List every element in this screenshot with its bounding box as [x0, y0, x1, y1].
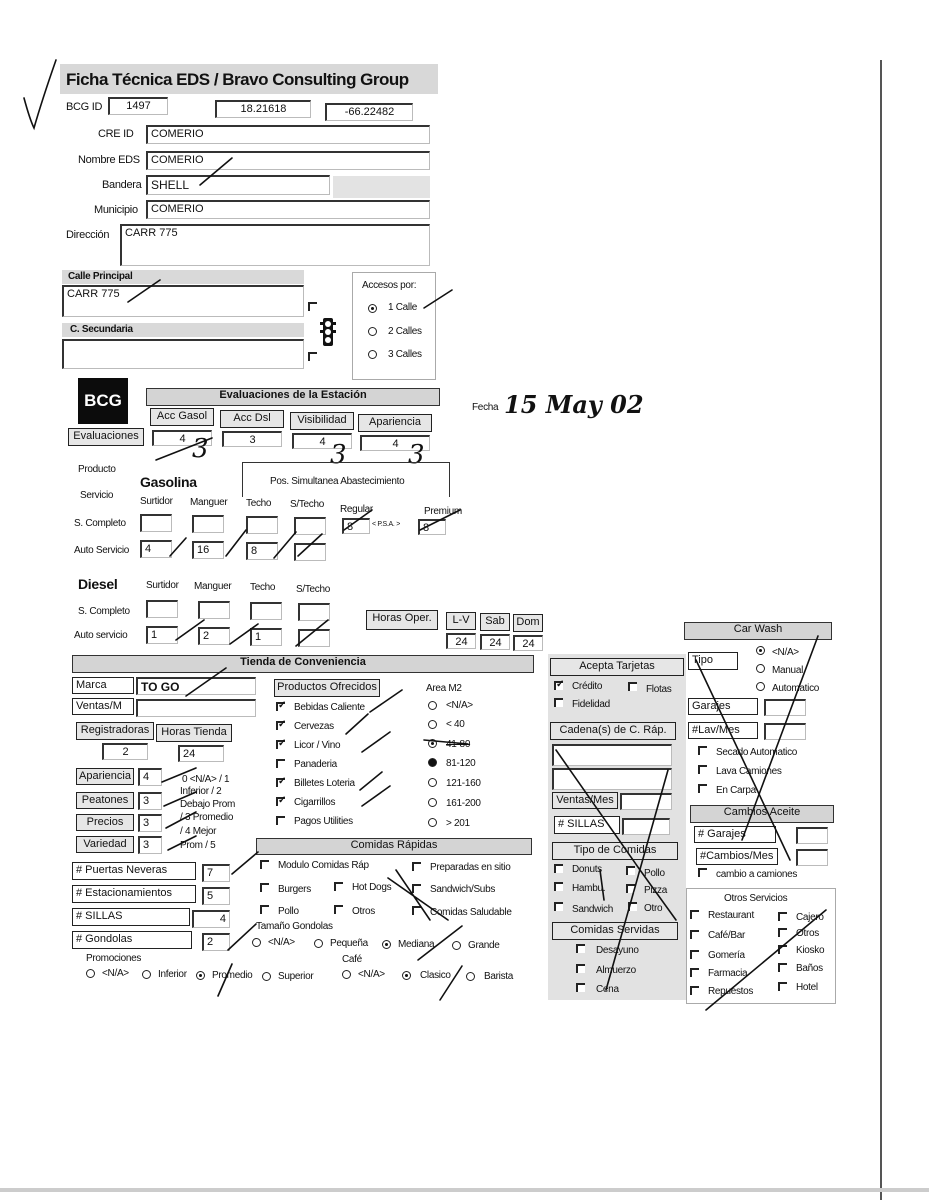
tamano-title: Tamaño Gondolas: [256, 921, 333, 932]
ventas-mes-field[interactable]: [620, 793, 672, 810]
bcg-logo: BCG: [78, 378, 128, 424]
tipo-comidas-button[interactable]: Tipo de Comidas: [552, 842, 678, 860]
traffic-light-icon: [320, 318, 336, 346]
accesos-title: Accesos por:: [362, 280, 417, 291]
almuerzo-check[interactable]: [576, 964, 585, 973]
ventas-mes-button[interactable]: Ventas/Mes: [552, 792, 618, 809]
horas-dom-button[interactable]: Dom: [513, 614, 543, 632]
gas-as-surtidor[interactable]: 4: [140, 540, 172, 558]
bebidas-check[interactable]: [276, 702, 285, 711]
municipio-field[interactable]: COMERIO: [146, 200, 430, 219]
gas-as-manguer[interactable]: 16: [192, 541, 224, 559]
gondolas-label: # Gondolas: [72, 931, 192, 949]
promo-promedio-radio[interactable]: [196, 971, 205, 980]
panaderia-check[interactable]: [276, 759, 285, 768]
servicio-label: Servicio: [80, 490, 114, 501]
promociones-title: Promociones: [86, 953, 142, 964]
area-121-160-radio[interactable]: [428, 778, 437, 787]
secado-check[interactable]: [698, 746, 707, 755]
gas-row-scompleto: S. Completo: [74, 518, 126, 529]
burgers-label: Burgers: [278, 884, 311, 895]
pizza-label: Pizza: [644, 885, 667, 896]
burgers-check[interactable]: [260, 883, 269, 892]
kiosko-check[interactable]: [778, 945, 787, 954]
hotel-label: Hotel: [796, 982, 818, 993]
calle-secundaria-check[interactable]: [308, 352, 317, 361]
area-81-120-label: 81-120: [446, 758, 476, 769]
regular-value[interactable]: 8: [342, 518, 370, 534]
dsl-row-autoservicio: Auto servicio: [74, 630, 128, 641]
cafe-bar-label: Café/Bar: [708, 930, 746, 941]
visibilidad-value[interactable]: 4: [292, 433, 352, 449]
dsl-as-surtidor[interactable]: 1: [146, 626, 178, 644]
variedad-button[interactable]: Variedad: [76, 836, 134, 853]
sandwich-subs-check[interactable]: [412, 884, 421, 893]
cena-label: Cena: [596, 984, 619, 995]
otros-comidas-label: Otros: [352, 906, 375, 917]
cafe-clasico-radio[interactable]: [402, 971, 411, 980]
puertas-field[interactable]: 7: [202, 864, 230, 882]
cadena-field-2[interactable]: [552, 768, 672, 790]
cre-id-label: CRE ID: [98, 128, 134, 140]
kiosko-label: Kiosko: [796, 945, 825, 956]
cambios-aceite-header: Cambios Aceite: [690, 805, 834, 823]
gas-col-manguer: Manguer: [190, 497, 228, 508]
comidas-header: Comidas Rápidas: [256, 838, 532, 855]
donuts-label: Donuts: [572, 864, 602, 875]
flotas-check[interactable]: [628, 682, 637, 691]
hand-eval-1: 3: [192, 434, 209, 464]
dsl-as-techo[interactable]: 1: [250, 628, 282, 646]
area-41-80-radio[interactable]: [428, 739, 437, 748]
en-carpa-check[interactable]: [698, 784, 707, 793]
preparadas-check[interactable]: [412, 862, 421, 871]
dsl-col-stecho: S/Techo: [296, 584, 331, 595]
preparadas-label: Preparadas en sitio: [430, 862, 511, 873]
variedad-field[interactable]: 3: [138, 836, 162, 854]
dsl-col-manguer: Manguer: [194, 581, 232, 592]
precios-field[interactable]: 3: [138, 814, 162, 832]
pollo-comidas-check[interactable]: [260, 905, 269, 914]
almuerzo-label: Almuerzo: [596, 965, 636, 976]
horas-tienda-field[interactable]: 24: [178, 745, 224, 762]
garajes-carwash-field[interactable]: [764, 699, 806, 716]
apariencia-button[interactable]: Apariencia: [358, 414, 432, 432]
fidelidad-label: Fidelidad: [572, 699, 610, 710]
gas-col-stecho: S/Techo: [290, 499, 325, 510]
area-na-radio[interactable]: [428, 701, 437, 710]
cre-id-field[interactable]: COMERIO: [146, 125, 430, 144]
bcg-id-label: BCG ID: [66, 101, 103, 113]
accesos-1-label: 1 Calle: [388, 302, 418, 313]
gomeria-check[interactable]: [690, 950, 699, 959]
otro-cadena-label: Otro: [644, 903, 663, 914]
marca-field[interactable]: TO GO: [136, 677, 256, 695]
calle-principal-check[interactable]: [308, 302, 317, 311]
en-carpa-label: En Carpa: [716, 785, 756, 796]
lava-camiones-check[interactable]: [698, 765, 707, 774]
hambu-check[interactable]: [554, 882, 563, 891]
bcg-id-field[interactable]: 1497: [108, 97, 168, 115]
cambios-mes-field[interactable]: [796, 849, 828, 866]
diesel-title: Diesel: [78, 576, 118, 592]
hotdogs-check[interactable]: [334, 882, 343, 891]
bandera-gray-area: [333, 176, 430, 198]
registradoras-field[interactable]: 2: [102, 743, 148, 760]
modulo-check[interactable]: [260, 860, 269, 869]
acc-dsl-value[interactable]: 3: [222, 431, 282, 447]
lav-mes-field[interactable]: [764, 723, 806, 740]
legend-line-4: / 3 Promedio: [180, 812, 234, 823]
carwash-na-label: <N/A>: [772, 647, 799, 658]
precios-button[interactable]: Precios: [76, 814, 134, 831]
cigarrillos-label: Cigarrillos: [294, 797, 336, 808]
marca-label: Marca: [72, 677, 134, 694]
tamano-pequena-label: Pequeña: [330, 938, 368, 949]
bandera-field[interactable]: SHELL: [146, 175, 330, 195]
repuestos-label: Repuestos: [708, 986, 754, 997]
legend-line-3: Debajo Prom: [180, 799, 236, 810]
cafe-na-radio[interactable]: [342, 970, 351, 979]
carwash-na-radio[interactable]: [756, 646, 765, 655]
estac-label: # Estacionamientos: [72, 885, 196, 903]
credito-label: Crédito: [572, 681, 603, 692]
hotdogs-label: Hot Dogs: [352, 882, 392, 893]
gomeria-label: Gomería: [708, 950, 745, 961]
cambios-mes-label: #Cambios/Mes: [696, 848, 778, 865]
tamano-pequena-radio[interactable]: [314, 939, 323, 948]
area-na-label: <N/A>: [446, 700, 473, 711]
car-wash-header: Car Wash: [684, 622, 832, 640]
cadena-field-1[interactable]: [552, 744, 672, 766]
acc-gasol-value[interactable]: 4: [152, 430, 212, 446]
regular-label: Regular: [340, 504, 373, 515]
cervezas-check[interactable]: [276, 721, 285, 730]
lava-camiones-label: Lava Camiones: [716, 766, 782, 777]
tamano-grande-label: Grande: [468, 940, 500, 951]
fecha-handwritten: 15 May 02: [504, 390, 644, 419]
bebidas-label: Bebidas Caliente: [294, 702, 365, 713]
carwash-auto-radio[interactable]: [756, 682, 765, 691]
carwash-manual-radio[interactable]: [756, 664, 765, 673]
bandera-label: Bandera: [102, 179, 142, 191]
cafe-bar-check[interactable]: [690, 930, 699, 939]
premium-value[interactable]: 8: [418, 519, 446, 535]
dsl-as-stecho[interactable]: [298, 629, 330, 647]
sillas-tienda-label: # SILLAS: [72, 908, 190, 926]
gondolas-field[interactable]: 2: [202, 933, 230, 951]
horas-lv-button[interactable]: L-V: [446, 612, 476, 630]
evaluaciones-button[interactable]: Evaluaciones: [68, 428, 144, 446]
dsl-row-scompleto: S. Completo: [78, 606, 130, 617]
legend-line-2: Inferior / 2: [180, 786, 222, 797]
municipio-label: Municipio: [94, 204, 138, 216]
estac-field[interactable]: 5: [202, 887, 230, 905]
area-m2-title: Area M2: [426, 683, 462, 694]
area-lt40-radio[interactable]: [428, 720, 437, 729]
accesos-2-label: 2 Calles: [388, 326, 422, 337]
gas-sc-techo[interactable]: [246, 516, 278, 534]
sandwich-cadena-label: Sandwich: [572, 904, 613, 915]
otros-title: Otros Servicios: [724, 893, 788, 904]
psa-label: < P.S.A. >: [372, 521, 401, 528]
donuts-check[interactable]: [554, 864, 563, 873]
billetes-label: Billetes Loteria: [294, 778, 355, 789]
pizza-check[interactable]: [626, 884, 635, 893]
horas-tienda-button[interactable]: Horas Tienda: [156, 724, 232, 742]
gas-col-techo: Techo: [246, 498, 272, 509]
horas-lv-value[interactable]: 24: [446, 633, 476, 649]
tamano-mediana-radio[interactable]: [382, 940, 391, 949]
cafe-title: Café: [342, 954, 362, 965]
tamano-na-radio[interactable]: [252, 938, 261, 947]
horas-dom-value[interactable]: 24: [513, 635, 543, 651]
cajero-check[interactable]: [778, 912, 787, 921]
promo-inferior-label: Inferior: [158, 969, 187, 980]
peatones-field[interactable]: 3: [138, 792, 162, 810]
licor-label: Licor / Vino: [294, 740, 341, 751]
garajes-aceite-label: # Garajes: [694, 826, 776, 843]
cervezas-label: Cervezas: [294, 721, 334, 732]
promo-inferior-radio[interactable]: [142, 970, 151, 979]
pagos-check[interactable]: [276, 816, 285, 825]
hotel-check[interactable]: [778, 982, 787, 991]
carwash-auto-label: Automatico: [772, 683, 820, 694]
apariencia-value[interactable]: 4: [360, 435, 430, 451]
licor-check[interactable]: [276, 740, 285, 749]
latitude-field[interactable]: 18.21618: [215, 100, 311, 118]
legend-line-6: Prom / 5: [180, 840, 216, 851]
sandwich-subs-label: Sandwich/Subs: [430, 884, 496, 895]
banos-check[interactable]: [778, 963, 787, 972]
sillas-tienda-field[interactable]: 4: [192, 910, 230, 928]
calle-principal-field[interactable]: CARR 775: [62, 285, 304, 317]
cambio-camiones-label: cambio a camiones: [716, 869, 798, 880]
area-gt201-label: > 201: [446, 818, 470, 829]
pos-simultanea-title: Pos. Simultanea Abastecimiento: [270, 476, 405, 487]
legend-line-1: 0 <N/A> / 1: [182, 774, 230, 785]
promo-na-label: <N/A>: [102, 968, 129, 979]
cafe-na-label: <N/A>: [358, 969, 385, 980]
farmacia-check[interactable]: [690, 968, 699, 977]
modulo-label: Modulo Comidas Ráp: [278, 860, 369, 871]
scan-edge: [0, 1188, 929, 1192]
area-121-160-label: 121-160: [446, 778, 481, 789]
gasolina-title: Gasolina: [140, 474, 197, 490]
hambu-label: Hambu.: [572, 883, 606, 894]
gas-row-autoservicio: Auto Servicio: [74, 545, 130, 556]
garajes-carwash-label: Garajes: [688, 698, 758, 715]
dsl-as-manguer[interactable]: 2: [198, 627, 230, 645]
ventas-m-label: Ventas/M: [72, 698, 134, 715]
billetes-check[interactable]: [276, 778, 285, 787]
otros-serv-label: Otros: [796, 928, 819, 939]
productos-button[interactable]: Productos Ofrecidos: [274, 679, 380, 697]
accesos-2-radio[interactable]: [368, 327, 377, 336]
gas-sc-surtidor[interactable]: [140, 514, 172, 532]
cambio-camiones-check[interactable]: [698, 868, 707, 877]
gas-col-surtidor: Surtidor: [140, 496, 173, 507]
apariencia-tienda-button[interactable]: Apariencia: [76, 768, 134, 785]
pollo-cadena-label: Pollo: [644, 868, 665, 879]
farmacia-label: Farmacia: [708, 968, 748, 979]
saludable-check[interactable]: [412, 906, 421, 915]
accesos-3-radio[interactable]: [368, 350, 377, 359]
pollo-cadena-check[interactable]: [626, 866, 635, 875]
registradoras-button[interactable]: Registradoras: [76, 722, 154, 740]
cena-check[interactable]: [576, 983, 585, 992]
accesos-1-radio[interactable]: [368, 304, 377, 313]
gas-as-techo[interactable]: 8: [246, 542, 278, 560]
cafe-barista-label: Barista: [484, 971, 514, 982]
longitude-field[interactable]: -66.22482: [325, 103, 413, 121]
direccion-label: Dirección: [66, 229, 110, 241]
nombre-eds-field[interactable]: COMERIO: [146, 151, 430, 170]
secado-label: Secado Automatico: [716, 747, 798, 758]
tienda-header: Tienda de Conveniencia: [72, 655, 534, 673]
area-81-120-radio[interactable]: [428, 758, 437, 767]
dsl-col-surtidor: Surtidor: [146, 580, 179, 591]
gas-as-stecho[interactable]: [294, 543, 326, 561]
area-161-200-label: 161-200: [446, 798, 481, 809]
dsl-sc-manguer[interactable]: [198, 601, 230, 619]
fecha-label: Fecha: [472, 402, 499, 413]
comidas-servidas-button[interactable]: Comidas Servidas: [552, 922, 678, 940]
panaderia-label: Panaderia: [294, 759, 337, 770]
legend-line-5: / 4 Mejor: [180, 826, 217, 837]
otros-serv-check[interactable]: [778, 928, 787, 937]
ventas-m-field[interactable]: [136, 699, 256, 717]
sandwich-cadena-check[interactable]: [554, 902, 563, 911]
tamano-na-label: <N/A>: [268, 937, 295, 948]
acc-gasol-button[interactable]: Acc Gasol: [150, 408, 214, 426]
lav-mes-label: #Lav/Mes: [688, 722, 758, 739]
area-161-200-radio[interactable]: [428, 798, 437, 807]
cajero-label: Cajero: [796, 912, 824, 923]
area-41-80-label: 41-80: [446, 739, 471, 750]
promo-promedio-label: Promedio: [212, 970, 253, 981]
acc-dsl-button[interactable]: Acc Dsl: [220, 410, 284, 428]
tamano-mediana-label: Mediana: [398, 939, 435, 950]
horas-oper-button[interactable]: Horas Oper.: [366, 610, 438, 630]
carwash-manual-label: Manual: [772, 665, 803, 676]
banos-label: Baños: [796, 963, 823, 974]
dsl-sc-techo[interactable]: [250, 602, 282, 620]
repuestos-check[interactable]: [690, 986, 699, 995]
nombre-eds-label: Nombre EDS: [78, 154, 140, 166]
accesos-3-label: 3 Calles: [388, 349, 422, 360]
tamano-grande-radio[interactable]: [452, 941, 461, 950]
area-lt40-label: < 40: [446, 719, 465, 730]
calle-secundaria-label: C. Secundaria: [70, 324, 133, 335]
apariencia-tienda-field[interactable]: 4: [138, 768, 162, 786]
gas-sc-stecho[interactable]: [294, 517, 326, 535]
cafe-clasico-label: Clasico: [420, 970, 451, 981]
promo-superior-label: Superior: [278, 971, 314, 982]
desayuno-check[interactable]: [576, 944, 585, 953]
dsl-sc-stecho[interactable]: [298, 603, 330, 621]
acepta-tarjetas-button[interactable]: Acepta Tarjetas: [550, 658, 684, 676]
evaluaciones-header: Evaluaciones de la Estación: [146, 388, 440, 406]
dsl-sc-surtidor[interactable]: [146, 600, 178, 618]
tipo-carwash-label: Tipo: [688, 652, 738, 670]
cadena-button[interactable]: Cadena(s) de C. Ráp.: [550, 722, 676, 740]
puertas-label: # Puertas Neveras: [72, 862, 196, 880]
horas-sab-button[interactable]: Sab: [480, 613, 510, 631]
sillas-cadena-field[interactable]: [622, 818, 670, 835]
gas-sc-manguer[interactable]: [192, 515, 224, 533]
pagos-label: Pagos Utilities: [294, 816, 353, 827]
producto-label: Producto: [78, 464, 116, 475]
otro-cadena-check[interactable]: [628, 902, 637, 911]
otros-comidas-check[interactable]: [334, 905, 343, 914]
area-gt201-radio[interactable]: [428, 818, 437, 827]
credito-check[interactable]: [554, 681, 563, 690]
restaurant-check[interactable]: [690, 910, 699, 919]
direccion-field[interactable]: CARR 775: [120, 224, 430, 266]
cigarrillos-check[interactable]: [276, 797, 285, 806]
sillas-cadena-label: # SILLAS: [554, 816, 620, 834]
hand-eval-3: 3: [408, 440, 425, 470]
desayuno-label: Desayuno: [596, 945, 639, 956]
fidelidad-check[interactable]: [554, 698, 563, 707]
page-title: Ficha Técnica EDS / Bravo Consulting Group: [66, 70, 409, 89]
dsl-col-techo: Techo: [250, 582, 276, 593]
peatones-button[interactable]: Peatones: [76, 792, 134, 809]
calle-principal-label: Calle Principal: [68, 271, 133, 282]
premium-label: Premium: [424, 506, 462, 517]
visibilidad-button[interactable]: Visibilidad: [290, 412, 354, 430]
calle-secundaria-field[interactable]: [62, 339, 304, 369]
saludable-label: Comidas Saludable: [430, 907, 512, 918]
page-edge: [880, 60, 882, 1200]
promo-superior-radio[interactable]: [262, 972, 271, 981]
horas-sab-value[interactable]: 24: [480, 634, 510, 650]
hand-eval-2: 3: [330, 440, 347, 470]
garajes-aceite-field[interactable]: [796, 827, 828, 844]
promo-na-radio[interactable]: [86, 969, 95, 978]
pollo-comidas-label: Pollo: [278, 906, 299, 917]
flotas-label: Flotas: [646, 684, 672, 695]
restaurant-label: Restaurant: [708, 910, 754, 921]
cafe-barista-radio[interactable]: [466, 972, 475, 981]
